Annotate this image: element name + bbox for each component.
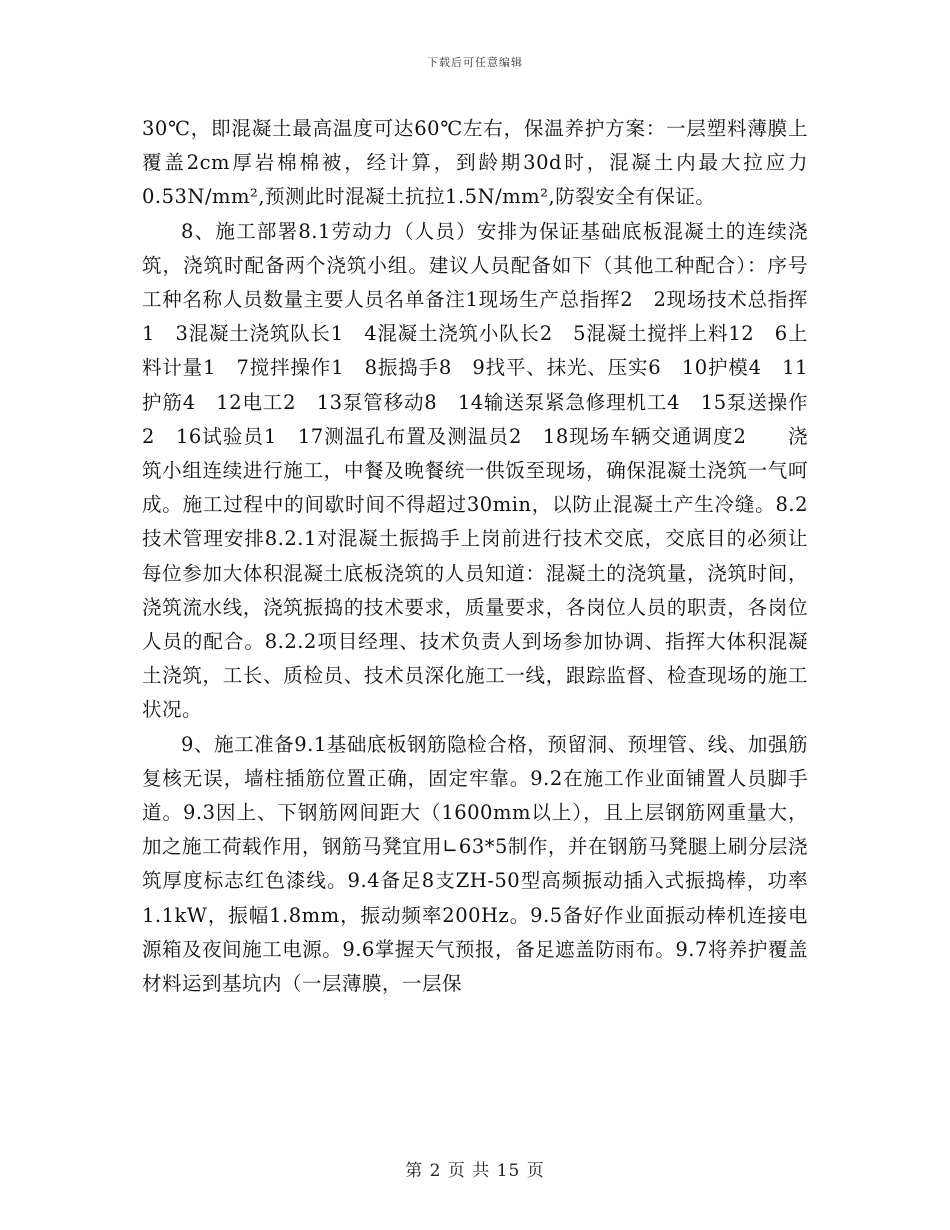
paragraph-1: 30℃，即混凝土最高温度可达60℃左右，保温养护方案：一层塑料薄膜上覆盖2cm厚岩棉棉被，经计算，到龄期30d时，混凝土内最大拉应力0.53N/mm²,预测此时混凝土抗拉1.5N/mm²,防裂安全有保证。 — [142, 117, 808, 209]
paragraph-2: 8、施工部署8.1劳动力（人员）安排为保证基础底板混凝土的连续浇筑，浇筑时配备两个浇筑小组。建议人员配备如下（其他工种配合）：序号工种名称人员数量主要人员名单备注1现场生产总指挥2 2现场技术总指挥1 3混凝土浇筑队长1 4混凝土浇筑小队长2 5混凝土搅拌上料12 6上料计量1 7搅拌操作1 8振捣手8 9找平、抹光、压实6 10护模4 11护筋4 12电工2 13泵管移动8 14输送泵紧急修理机工4 15泵送操作2 16试验员1 17测温孔布置及测温员2 18现场车辆交通调度2 浇筑小组连续进行施工，中餐及晚餐统一供饭至现场，确保混凝土浇筑一气呵成。施工过程中的间歇时间不得超过30min，以防止混凝土产生冷缝。8.2技术管理安排8.2.1对混凝土振捣手上岗前进行技术交底，交底目的必须让每位参加大体积混凝土底板浇筑的人员知道：混凝土的浇筑量，浇筑时间，浇筑流水线，浇筑振捣的技术要求，质量要求，各岗位人员的职责，各岗位人员的配合。8.2.2项目经理、技术负责人到场参加协调、指挥大体积混凝土浇筑，工长、质检员、技术员深化施工一线，跟踪监督、检查现场的施工状况。 — [142, 219, 808, 722]
document-body — [142, 112, 808, 1001]
page-footer: 第 2 页 共 15 页 — [405, 1161, 545, 1181]
paragraph-3: 9、施工准备9.1基础底板钢筋隐检合格，预留洞、预埋管、线、加强筋复核无误，墙柱插筋位置正确，固定牢靠。9.2在施工作业面铺置人员脚手道。9.3因上、下钢筋网间距大（1600mm以上），且上层钢筋网重量大，加之施工荷载作用，钢筋马凳宜用∟63*5制作，并在钢筋马凳腿上刷分层浇筑厚度标志红色漆线。9.4备足8支ZH-50型高频振动插入式振捣棒，功率1.1kW，振幅1.8mm，振动频率200Hz。9.5备好作业面振动棒机连接电源箱及夜间施工电源。9.6掌握天气预报，备足遮盖防雨布。9.7将养护覆盖材料运到基坑内（一层薄膜，一层保 — [142, 732, 808, 996]
page-header: 下载后可任意编辑 — [427, 56, 523, 69]
